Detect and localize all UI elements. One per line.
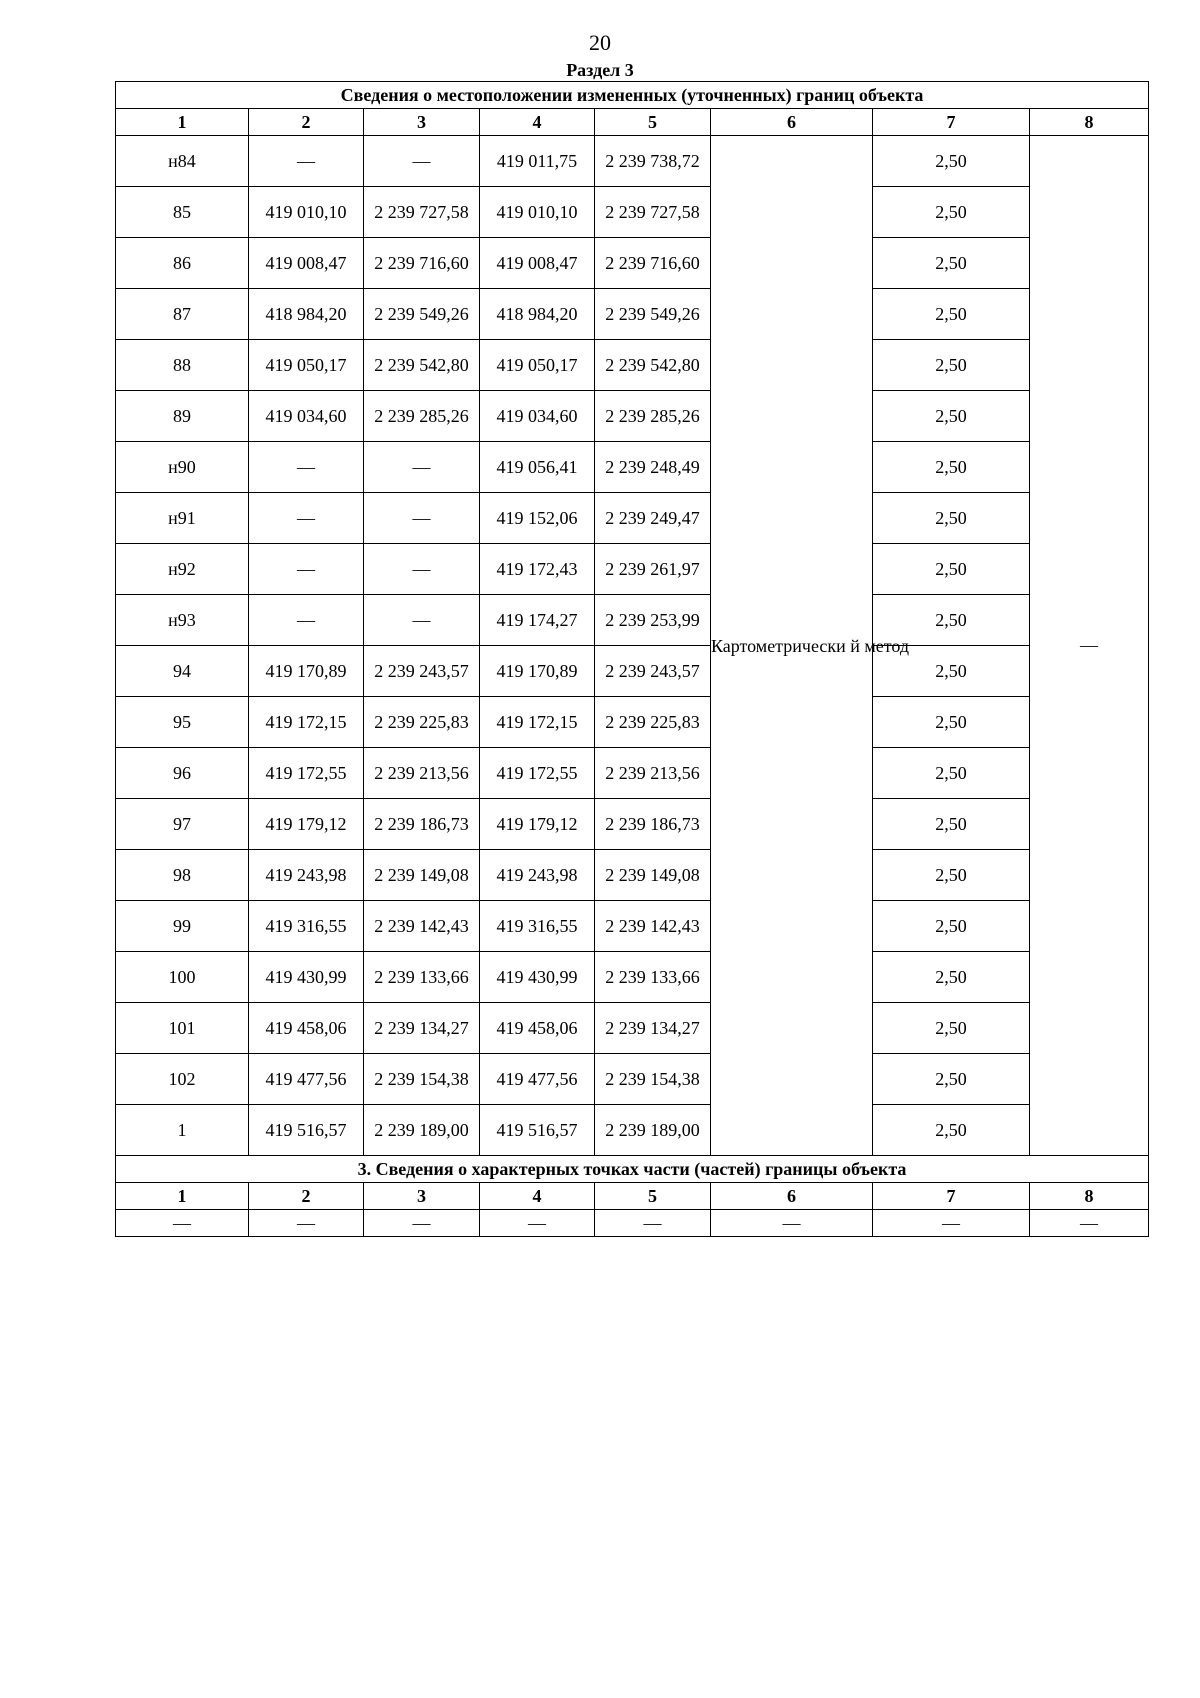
parts-cell: —	[595, 1210, 711, 1237]
old-x-cell: —	[249, 136, 364, 187]
old-x-cell: 419 050,17	[249, 340, 364, 391]
new-x-cell: 419 056,41	[480, 442, 595, 493]
parts-row	[116, 1210, 1149, 1237]
point-number-cell: 101	[116, 1003, 249, 1054]
table-title: Сведения о местоположении измененных (уточненных) границ объекта	[116, 82, 1149, 109]
new-x-cell: 419 010,10	[480, 187, 595, 238]
column-header: 8	[1030, 1183, 1149, 1210]
new-x-cell: 419 034,60	[480, 391, 595, 442]
point-number-cell: 85	[116, 187, 249, 238]
point-number-cell: 100	[116, 952, 249, 1003]
point-number-cell: 99	[116, 901, 249, 952]
accuracy-cell: 2,50	[873, 544, 1030, 595]
new-x-cell: 419 011,75	[480, 136, 595, 187]
old-y-cell: —	[364, 442, 480, 493]
new-x-cell: 419 477,56	[480, 1054, 595, 1105]
old-x-cell: 419 316,55	[249, 901, 364, 952]
column-header: 1	[116, 1183, 249, 1210]
column-header: 4	[480, 1183, 595, 1210]
point-number-cell: 102	[116, 1054, 249, 1105]
parts-cell: —	[873, 1210, 1030, 1237]
column-header: 5	[595, 1183, 711, 1210]
point-number-cell: 1	[116, 1105, 249, 1156]
new-x-cell: 419 316,55	[480, 901, 595, 952]
column-header: 2	[249, 1183, 364, 1210]
point-number-cell: 97	[116, 799, 249, 850]
table-row	[116, 1105, 1149, 1156]
column-header: 3	[364, 1183, 480, 1210]
new-y-cell: 2 239 225,83	[595, 697, 711, 748]
parts-cell: —	[711, 1210, 873, 1237]
new-x-cell: 419 174,27	[480, 595, 595, 646]
old-y-cell: 2 239 542,80	[364, 340, 480, 391]
old-y-cell: 2 239 189,00	[364, 1105, 480, 1156]
section-title: Раздел 3	[566, 60, 634, 80]
table-row	[116, 952, 1149, 1003]
accuracy-cell: 2,50	[873, 901, 1030, 952]
new-x-cell: 419 152,06	[480, 493, 595, 544]
table-row	[116, 1054, 1149, 1105]
header-row	[116, 109, 1149, 136]
table-row	[116, 493, 1149, 544]
table-row	[116, 595, 1149, 646]
accuracy-cell: 2,50	[873, 850, 1030, 901]
parts-cell: —	[249, 1210, 364, 1237]
table-row	[116, 238, 1149, 289]
old-x-cell: —	[249, 442, 364, 493]
column-header: 2	[249, 109, 364, 136]
new-x-cell: 419 170,89	[480, 646, 595, 697]
table-row	[116, 1003, 1149, 1054]
description-cell: —	[1030, 136, 1149, 1156]
page-number: 20	[589, 30, 611, 55]
point-number-cell: н93	[116, 595, 249, 646]
column-header: 7	[873, 1183, 1030, 1210]
old-x-cell: 419 516,57	[249, 1105, 364, 1156]
column-header: 8	[1030, 109, 1149, 136]
point-number-cell: н90	[116, 442, 249, 493]
accuracy-cell: 2,50	[873, 340, 1030, 391]
new-x-cell: 419 458,06	[480, 1003, 595, 1054]
accuracy-cell: 2,50	[873, 493, 1030, 544]
old-y-cell: 2 239 285,26	[364, 391, 480, 442]
table-row	[116, 187, 1149, 238]
old-y-cell: 2 239 213,56	[364, 748, 480, 799]
new-y-cell: 2 239 243,57	[595, 646, 711, 697]
point-number-cell: 98	[116, 850, 249, 901]
column-header: 5	[595, 109, 711, 136]
table-row	[116, 646, 1149, 697]
point-number-cell: 86	[116, 238, 249, 289]
parts-cell: —	[1030, 1210, 1149, 1237]
accuracy-cell: 2,50	[873, 748, 1030, 799]
column-header: 1	[116, 109, 249, 136]
parts-title-row	[116, 1156, 1149, 1183]
old-x-cell: 419 430,99	[249, 952, 364, 1003]
new-y-cell: 2 239 248,49	[595, 442, 711, 493]
table-row	[116, 748, 1149, 799]
old-x-cell: 419 010,10	[249, 187, 364, 238]
table-row	[116, 697, 1149, 748]
old-y-cell: 2 239 727,58	[364, 187, 480, 238]
column-header: 4	[480, 109, 595, 136]
old-y-cell: —	[364, 136, 480, 187]
accuracy-cell: 2,50	[873, 799, 1030, 850]
parts-cell: —	[480, 1210, 595, 1237]
accuracy-cell: 2,50	[873, 697, 1030, 748]
old-y-cell: 2 239 154,38	[364, 1054, 480, 1105]
accuracy-cell: 2,50	[873, 136, 1030, 187]
old-y-cell: —	[364, 544, 480, 595]
old-x-cell: —	[249, 493, 364, 544]
new-y-cell: 2 239 716,60	[595, 238, 711, 289]
point-number-cell: 95	[116, 697, 249, 748]
new-y-cell: 2 239 142,43	[595, 901, 711, 952]
point-number-cell: 89	[116, 391, 249, 442]
new-x-cell: 419 172,43	[480, 544, 595, 595]
old-y-cell: 2 239 225,83	[364, 697, 480, 748]
old-y-cell: 2 239 243,57	[364, 646, 480, 697]
new-y-cell: 2 239 261,97	[595, 544, 711, 595]
old-x-cell: —	[249, 544, 364, 595]
new-y-cell: 2 239 542,80	[595, 340, 711, 391]
table-row	[116, 289, 1149, 340]
new-y-cell: 2 239 249,47	[595, 493, 711, 544]
table-row	[116, 391, 1149, 442]
new-y-cell: 2 239 149,08	[595, 850, 711, 901]
new-x-cell: 419 172,15	[480, 697, 595, 748]
new-x-cell: 419 516,57	[480, 1105, 595, 1156]
parts-header-row	[116, 1183, 1149, 1210]
accuracy-cell: 2,50	[873, 1003, 1030, 1054]
new-y-cell: 2 239 253,99	[595, 595, 711, 646]
new-x-cell: 419 243,98	[480, 850, 595, 901]
table-row	[116, 442, 1149, 493]
new-x-cell: 419 430,99	[480, 952, 595, 1003]
point-number-cell: 94	[116, 646, 249, 697]
table-row	[116, 136, 1149, 187]
accuracy-cell: 2,50	[873, 187, 1030, 238]
parts-table-title: 3. Сведения о характерных точках части (частей) границы объекта	[116, 1156, 1149, 1183]
new-y-cell: 2 239 133,66	[595, 952, 711, 1003]
old-x-cell: —	[249, 595, 364, 646]
new-x-cell: 418 984,20	[480, 289, 595, 340]
old-y-cell: 2 239 716,60	[364, 238, 480, 289]
new-y-cell: 2 239 213,56	[595, 748, 711, 799]
accuracy-cell: 2,50	[873, 289, 1030, 340]
old-y-cell: —	[364, 493, 480, 544]
old-x-cell: 419 172,55	[249, 748, 364, 799]
column-header: 6	[711, 109, 873, 136]
old-x-cell: 419 170,89	[249, 646, 364, 697]
old-x-cell: 419 477,56	[249, 1054, 364, 1105]
method-cell: Картометрически й метод	[711, 136, 873, 1156]
old-y-cell: —	[364, 595, 480, 646]
accuracy-cell: 2,50	[873, 952, 1030, 1003]
new-y-cell: 2 239 154,38	[595, 1054, 711, 1105]
parts-cell: —	[364, 1210, 480, 1237]
accuracy-cell: 2,50	[873, 595, 1030, 646]
accuracy-cell: 2,50	[873, 391, 1030, 442]
new-y-cell: 2 239 186,73	[595, 799, 711, 850]
column-header: 3	[364, 109, 480, 136]
old-y-cell: 2 239 149,08	[364, 850, 480, 901]
accuracy-cell: 2,50	[873, 1054, 1030, 1105]
point-number-cell: 88	[116, 340, 249, 391]
new-y-cell: 2 239 189,00	[595, 1105, 711, 1156]
accuracy-cell: 2,50	[873, 238, 1030, 289]
old-x-cell: 419 179,12	[249, 799, 364, 850]
new-x-cell: 419 172,55	[480, 748, 595, 799]
old-y-cell: 2 239 133,66	[364, 952, 480, 1003]
table-row	[116, 340, 1149, 391]
table-row	[116, 901, 1149, 952]
old-x-cell: 419 458,06	[249, 1003, 364, 1054]
point-number-cell: н84	[116, 136, 249, 187]
boundary-table	[115, 81, 1149, 1237]
table-row	[116, 544, 1149, 595]
old-y-cell: 2 239 186,73	[364, 799, 480, 850]
new-y-cell: 2 239 134,27	[595, 1003, 711, 1054]
new-y-cell: 2 239 549,26	[595, 289, 711, 340]
new-y-cell: 2 239 738,72	[595, 136, 711, 187]
accuracy-cell: 2,50	[873, 646, 1030, 697]
table-row	[116, 850, 1149, 901]
point-number-cell: н92	[116, 544, 249, 595]
new-x-cell: 419 008,47	[480, 238, 595, 289]
new-y-cell: 2 239 727,58	[595, 187, 711, 238]
new-x-cell: 419 050,17	[480, 340, 595, 391]
accuracy-cell: 2,50	[873, 442, 1030, 493]
parts-cell: —	[116, 1210, 249, 1237]
old-x-cell: 418 984,20	[249, 289, 364, 340]
old-x-cell: 419 008,47	[249, 238, 364, 289]
accuracy-cell: 2,50	[873, 1105, 1030, 1156]
old-x-cell: 419 034,60	[249, 391, 364, 442]
old-y-cell: 2 239 134,27	[364, 1003, 480, 1054]
new-y-cell: 2 239 285,26	[595, 391, 711, 442]
old-x-cell: 419 172,15	[249, 697, 364, 748]
column-header: 6	[711, 1183, 873, 1210]
point-number-cell: н91	[116, 493, 249, 544]
old-x-cell: 419 243,98	[249, 850, 364, 901]
table-row	[116, 799, 1149, 850]
point-number-cell: 87	[116, 289, 249, 340]
old-y-cell: 2 239 142,43	[364, 901, 480, 952]
old-y-cell: 2 239 549,26	[364, 289, 480, 340]
column-header: 7	[873, 109, 1030, 136]
new-x-cell: 419 179,12	[480, 799, 595, 850]
point-number-cell: 96	[116, 748, 249, 799]
